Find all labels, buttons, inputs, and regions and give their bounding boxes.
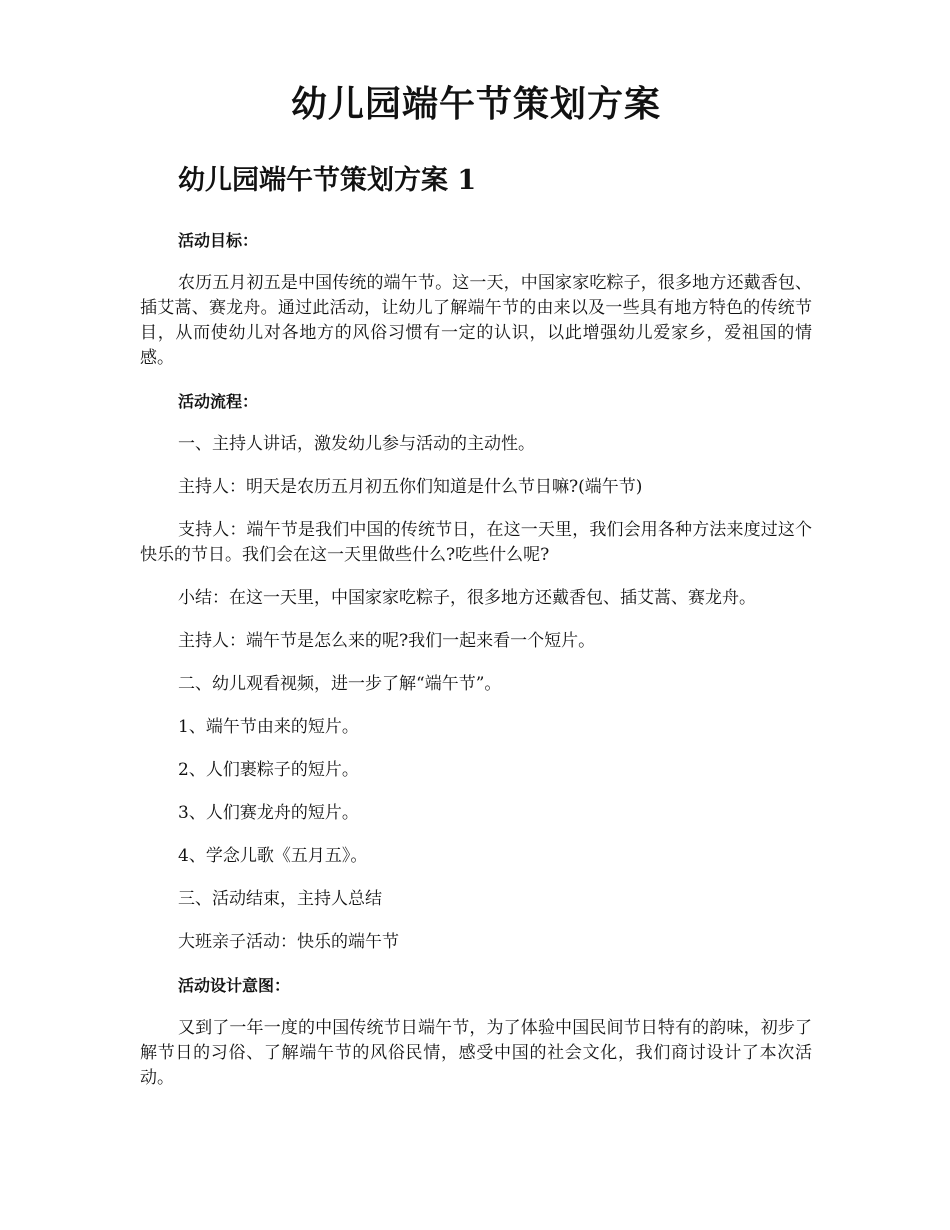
heading-activity-goal: 活动目标：	[178, 231, 259, 250]
list-item-1: 1、端午节由来的短片。	[178, 717, 359, 737]
paragraph-host-1: 主持人：明天是农历五月初五你们知道是什么节日嘛?(端午节)	[178, 477, 643, 497]
paragraph-host-3: 主持人：端午节是怎么来的呢?我们一起来看一个短片。	[178, 631, 596, 651]
list-item-2: 2、人们裹粽子的短片。	[178, 760, 359, 780]
list-item-3: 3、人们赛龙舟的短片。	[178, 803, 359, 823]
paragraph-host-2: 支持人：端午节是我们中国的传统节日，在这一天里，我们会用各种方法来度过这个快乐的节日。我们会在这一天里做些什么?吃些什么呢?	[140, 520, 812, 565]
document-title: 幼儿园端午节策划方案	[290, 83, 661, 125]
paragraph-step-2: 二、幼儿观看视频，进一步了解“端午节”。	[178, 674, 502, 694]
paragraph-step-1: 一、主持人讲话，激发幼儿参与活动的主动性。	[178, 434, 535, 454]
paragraph-summary: 小结：在这一天里，中国家家吃粽子，很多地方还戴香包、插艾蒿、赛龙舟。	[178, 588, 756, 608]
paragraph-goal: 农历五月初五是中国传统的端午节。这一天，中国家家吃粽子，很多地方还戴香包、插艾蒿、赛龙舟。通过此活动，让幼儿了解端午节的由来以及一些具有地方特色的传统节目，从而使幼儿对各地方的风俗习惯有一定的认识，以此增强幼儿爱家乡，爱祖国的情感。	[140, 273, 812, 368]
paragraph-class-activity: 大班亲子活动：快乐的端午节	[178, 932, 399, 952]
heading-activity-flow: 活动流程：	[178, 392, 259, 411]
section-title: 幼儿园端午节策划方案 1	[178, 165, 477, 196]
paragraph-design-intent: 又到了一年一度的中国传统节日端午节，为了体验中国民间节日特有的韵味，初步了解节日的习俗、了解端午节的风俗民情，感受中国的社会文化，我们商讨设计了本次活动。	[140, 1018, 812, 1088]
heading-design-intent: 活动设计意图：	[178, 976, 291, 995]
paragraph-step-3: 三、活动结束，主持人总结	[178, 889, 382, 909]
document-body	[140, 228, 812, 1109]
list-item-4: 4、学念儿歌《五月五》。	[178, 846, 368, 866]
